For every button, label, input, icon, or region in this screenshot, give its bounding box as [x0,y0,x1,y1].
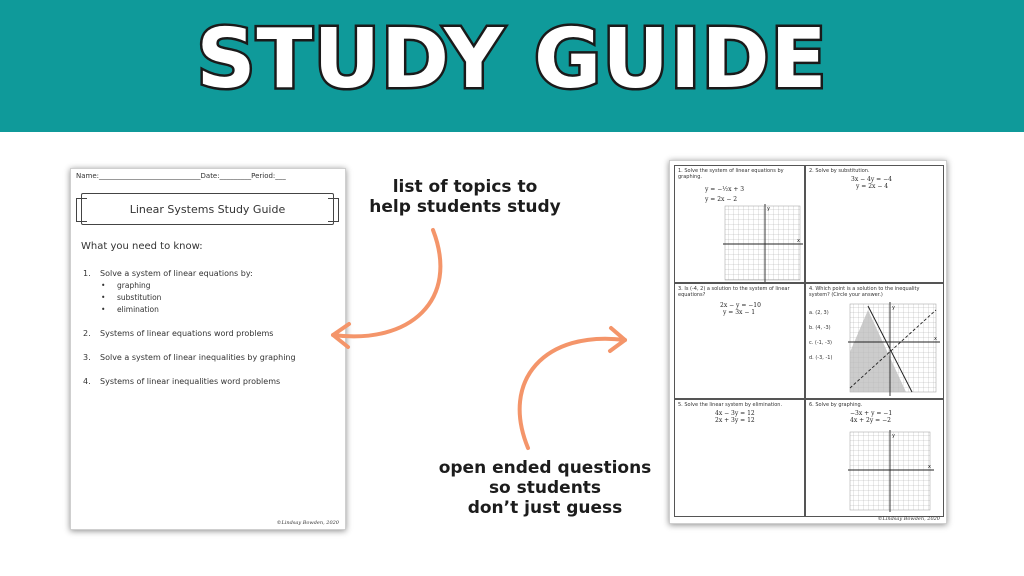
question-cell [674,165,805,283]
axis-label-x: x [928,464,931,470]
topic-item: 3. Solve a system of linear inequalities by graphing [83,353,296,362]
axis-label-x: x [934,336,937,342]
sub-bullet: • elimination [101,305,159,314]
equation: 4x − 3y = 12 [715,410,755,417]
annotation-line: list of topics to [392,177,538,197]
inequality-graph [848,302,940,396]
copyright-text: ©Lindsay Bowden, 2020 [276,520,339,526]
right-worksheet-page [669,160,947,524]
equation: y = 2x − 4 [856,183,889,190]
question-cell [805,283,944,399]
coordinate-grid [723,204,803,282]
answer-option: b. (4, -3) [809,325,831,331]
arrow-to-topics [333,230,440,336]
axis-label-y: y [892,433,895,439]
question-cell [674,283,805,399]
question-prompt: 4. Which point is a solution to the inequality system? (Circle your answer.) [809,286,920,298]
equation: 3x − 4y = −4 [851,176,892,183]
topic-item: 4. Systems of linear inequalities word problems [83,377,281,386]
sub-bullet: • substitution [101,293,162,302]
question-prompt: 3. Is (-4, 2) a solution to the system of linear equations? [678,286,790,298]
topic-item: 1. Solve a system of linear equations by: [83,269,253,278]
question-prompt: 5. Solve the linear system by elimination. [678,402,783,408]
equation: y = −½x + 3 [705,186,745,193]
axis-label-y: y [767,206,770,212]
question-prompt: 2. Solve by substitution. [809,168,870,174]
topic-item: 2. Systems of linear equations word problems [83,329,274,338]
banner-title: STUDY GUIDE [196,12,828,107]
answer-option: a. (2, 3) [809,310,829,316]
question-cell [805,165,944,283]
axis-label-x: x [797,238,800,244]
equation: 2x + 3y = 12 [715,417,755,424]
question-prompt: 6. Solve by graphing. [809,402,863,408]
worksheet-title: Linear Systems Study Guide [129,203,286,216]
equation: 4x + 2y = −2 [850,417,891,424]
axis-label-y: y [892,305,895,311]
annotation-line: so students [488,478,602,498]
answer-option: c. (-1, -3) [809,340,832,346]
question-cell [674,399,805,517]
question-prompt: 1. Solve the system of linear equations by graphing. [678,168,784,180]
equation: y = 3x − 1 [723,309,756,316]
section-heading: What you need to know: [81,241,203,252]
equation: 2x − y = −10 [720,302,761,309]
copyright-text: ©Lindsay Bowden, 2020 [877,516,940,522]
arrow-to-questions [520,339,625,448]
equation: y = 2x − 2 [705,196,738,203]
question-cell [805,399,944,517]
coordinate-grid [848,430,934,512]
sub-bullet: • graphing [101,281,151,290]
annotation-line: open ended questions [438,458,652,478]
answer-option: d. (-3, -1) [809,355,833,361]
equation: −3x + y = −1 [850,410,893,417]
worksheet-header-line: Name:_____________________________Date:_________Period:___ [76,172,286,180]
annotation-line: help students study [369,197,561,217]
annotation-line: don’t just guess [467,498,623,518]
